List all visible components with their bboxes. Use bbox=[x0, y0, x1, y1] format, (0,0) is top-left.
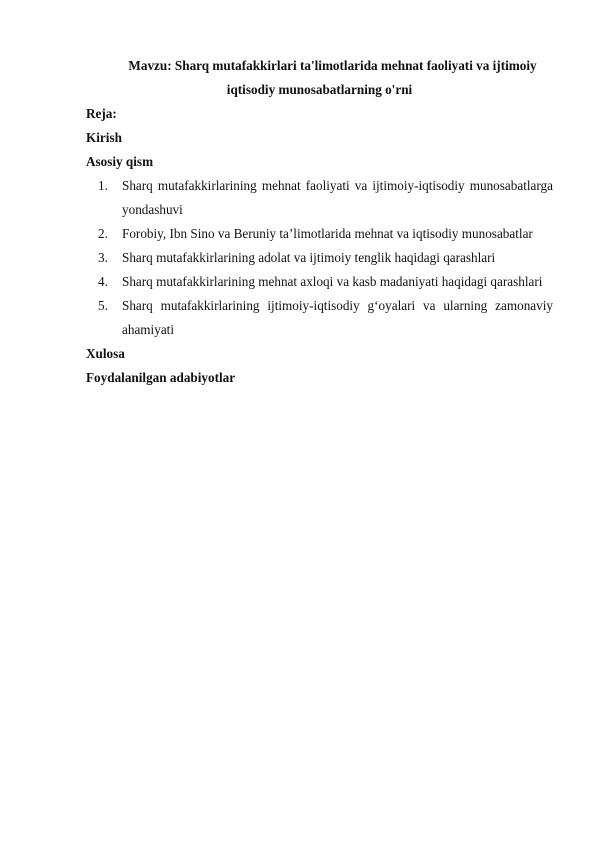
list-item-text: Sharq mutafakkirlarining ijtimoiy-iqtisodiy g‘oyalari va ularning zamonaviy ahamiyati bbox=[122, 298, 553, 337]
list-item-text: Sharq mutafakkirlarining adolat va ijtimoiy tenglik haqidagi qarashlari bbox=[122, 250, 496, 265]
list-item bbox=[86, 222, 553, 246]
list-item-number: 1. bbox=[98, 178, 108, 193]
conclusion-heading: Xulosa bbox=[86, 346, 125, 361]
list-item-number: 4. bbox=[98, 274, 108, 289]
plan-list bbox=[86, 174, 553, 342]
list-item bbox=[86, 270, 553, 294]
list-item bbox=[86, 294, 553, 342]
references-heading: Foydalanilgan adabiyotlar bbox=[86, 370, 236, 385]
list-item-number: 5. bbox=[98, 298, 108, 313]
list-item bbox=[86, 174, 553, 222]
list-item-number: 2. bbox=[98, 226, 108, 241]
main-part-heading: Asosiy qism bbox=[86, 154, 154, 169]
document-content bbox=[86, 54, 553, 390]
list-item-text: Forobiy, Ibn Sino va Beruniy ta’limotlarida mehnat va iqtisodiy munosabatlar bbox=[122, 226, 533, 241]
list-item-text: Sharq mutafakkirlarining mehnat faoliyati va ijtimoiy-iqtisodiy munosabatlarga yondashuvi bbox=[122, 178, 553, 217]
plan-heading: Reja: bbox=[86, 106, 117, 121]
list-item-text: Sharq mutafakkirlarining mehnat axloqi va kasb madaniyati haqidagi qarashlari bbox=[122, 274, 543, 289]
document-title: Mavzu: Sharq mutafakkirlari ta'limotlarida mehnat faoliyati va ijtimoiy iqtisodiy munosabatlarning o'rni bbox=[128, 58, 537, 97]
list-item bbox=[86, 246, 553, 270]
list-item-number: 3. bbox=[98, 250, 108, 265]
intro-heading: Kirish bbox=[86, 130, 122, 145]
